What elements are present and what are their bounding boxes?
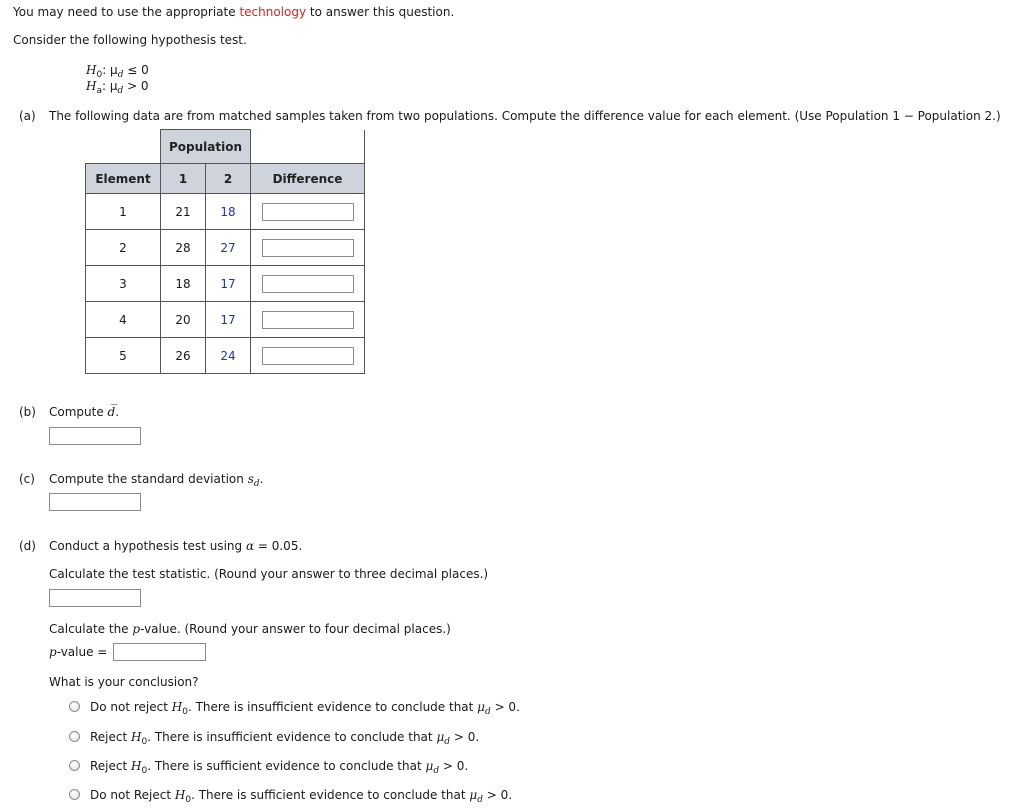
radio-option-2[interactable] [69,731,80,742]
option-tail: > 0. [482,788,513,802]
h-symbol: H [131,730,142,744]
option-tail: > 0. [450,730,480,744]
pop2-cell: 27 [206,230,251,266]
option-1-label[interactable] [90,700,520,717]
pop2-cell: 18 [206,194,251,230]
mu-sub: d [444,737,451,747]
pop1-cell: 26 [161,338,206,374]
pop1-cell: 21 [161,194,206,230]
part-d-prompt: Conduct a hypothesis test using [49,539,246,553]
option-text: . There is sufficient evidence to conclude that [191,788,470,802]
p-prompt-prefix: Calculate the [49,622,133,636]
option-text: Reject [90,730,132,744]
ha-sub: a [96,86,102,96]
option-4-label[interactable] [90,788,513,805]
d-bar-symbol: d̅ [107,405,116,419]
pop2-cell: 24 [206,338,251,374]
p-prompt-italic: p [132,622,141,636]
h-sub: 0 [185,795,192,805]
option-text: . There is sufficient evidence to conclude that [147,759,426,773]
alpha-value: = 0.05. [254,539,303,553]
part-c-label: (c) [19,472,35,486]
table-row [86,266,365,302]
table-row [86,302,365,338]
option-tail: > 0. [439,759,469,773]
h0-rel: : μ [102,63,118,77]
h0-symbol: H [86,63,97,77]
sd-input[interactable] [49,493,141,511]
h-symbol: H [131,759,142,773]
conclusion-question: What is your conclusion? [49,675,199,689]
mu-symbol: μ [477,700,485,714]
alt-hypothesis [86,79,149,96]
mu-symbol: μ [436,730,445,744]
p-label-italic: p [49,645,57,659]
part-d-text [49,539,302,553]
option-text: Do not reject [90,700,172,714]
difference-cell [251,338,365,374]
option-text: Do not Reject [90,788,175,802]
ha-rhs: > 0 [123,79,149,93]
option-text: Reject [90,759,132,773]
alpha-symbol: α [245,539,255,553]
part-d-label: (d) [19,539,36,553]
option-3-label[interactable] [90,759,469,776]
pop1-cell: 20 [161,302,206,338]
part-c-end: . [259,472,264,486]
ha-symbol: H [86,79,97,93]
test-stat-input[interactable] [49,589,141,607]
radio-option-3[interactable] [69,760,80,771]
difference-input[interactable] [262,347,354,365]
h-sub: 0 [141,737,148,747]
mu-sub: d [484,707,491,717]
mu-symbol: μ [425,759,434,773]
option-2-label[interactable] [90,730,480,747]
difference-input[interactable] [262,275,354,293]
intro-text [13,5,454,19]
element-cell: 2 [86,230,161,266]
pop1-cell: 28 [161,230,206,266]
p-label-rest: -value = [56,645,108,659]
mu-symbol: μ [469,788,478,802]
pop1-cell: 18 [161,266,206,302]
mu-sub: d [477,795,483,805]
radio-option-4[interactable] [69,789,80,800]
element-header: Element [86,164,161,194]
part-b-prompt: Compute [49,405,108,419]
pop2-cell: 17 [206,266,251,302]
table-row [86,338,365,374]
pop2-cell: 17 [206,302,251,338]
p-prompt-suffix: -value. (Round your answer to four decimal places.) [140,622,451,636]
element-cell: 3 [86,266,161,302]
element-cell: 5 [86,338,161,374]
h-symbol: H [171,700,183,714]
difference-cell [251,230,365,266]
intro-prefix: You may need to use the appropriate [13,5,240,19]
technology-link[interactable]: technology [239,5,307,19]
mu-sub: d [433,766,440,776]
difference-input[interactable] [262,239,354,257]
sd-sub: d [253,479,260,489]
h0-mu-sub: d [117,70,124,80]
element-cell: 4 [86,302,161,338]
pop2-header: 2 [206,164,251,194]
table-blank-cell [86,130,161,164]
part-b-text [49,405,119,419]
part-c-text [49,472,264,489]
option-text: . There is insufficient evidence to conclude that [147,730,437,744]
h-sub: 0 [182,707,188,717]
part-b-label: (b) [19,405,36,419]
difference-cell [251,302,365,338]
difference-input[interactable] [262,311,354,329]
table-blank-cell [251,130,365,164]
h0-rhs: ≤ 0 [123,63,149,77]
difference-input[interactable] [262,203,354,221]
consider-text: Consider the following hypothesis test. [13,33,247,47]
option-text: . There is insufficient evidence to conclude that [187,700,478,714]
difference-cell [251,194,365,230]
part-b-end: . [115,405,120,419]
h0-sub: 0 [96,70,103,80]
radio-option-1[interactable] [69,701,80,712]
part-a-label: (a) [19,109,36,123]
p-value-input[interactable] [113,643,206,661]
ha-mu-sub: d [117,86,124,96]
difference-header: Difference [251,164,365,194]
population-header: Population [161,130,251,164]
pop1-header: 1 [161,164,206,194]
sd-symbol: s [247,472,254,486]
table-row [86,194,365,230]
part-a-text: The following data are from matched samples taken from two populations. Compute the difference value for each element. (Use Population 1 − Population 2.) [49,109,1001,123]
ha-rel: : μ [101,79,118,93]
test-stat-prompt: Calculate the test statistic. (Round your answer to three decimal places.) [49,567,489,581]
part-c-prompt: Compute the standard deviation [49,472,248,486]
data-table [85,129,365,374]
d-bar-input[interactable] [49,427,141,445]
h-sub: 0 [141,766,148,776]
intro-suffix: to answer this question. [306,5,455,19]
h-symbol: H [174,788,186,802]
null-hypothesis [86,63,149,80]
p-value-prompt [49,622,451,636]
p-value-label [49,645,107,659]
option-tail: > 0. [490,700,520,714]
table-row [86,230,365,266]
difference-cell [251,266,365,302]
element-cell: 1 [86,194,161,230]
